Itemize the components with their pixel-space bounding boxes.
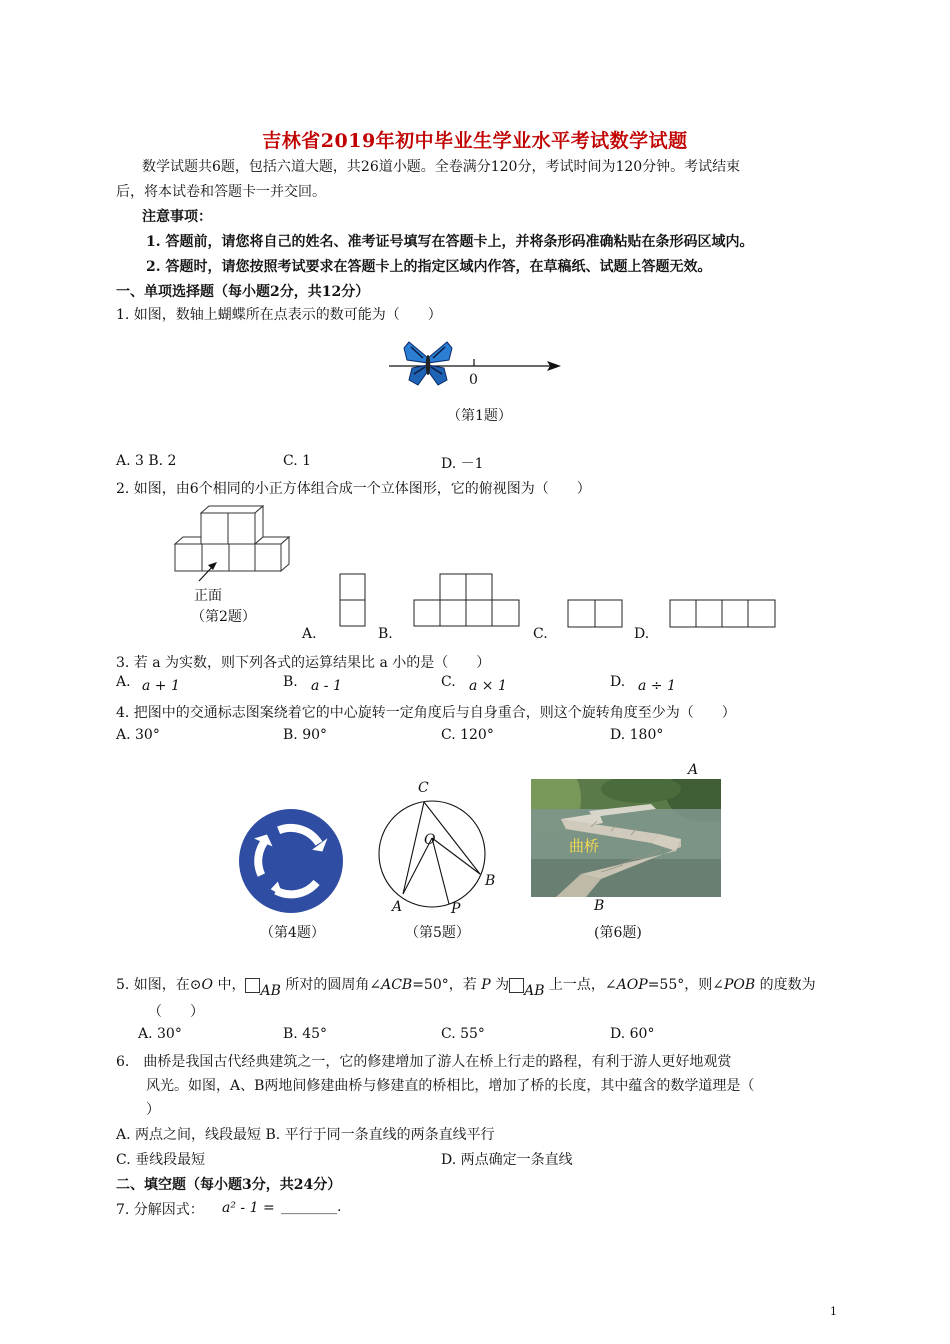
figure-5-point-p: P	[451, 901, 461, 917]
question-1-option-d: D. －1	[441, 456, 484, 472]
figure-6-point-b: B	[594, 898, 605, 914]
figure-1-caption: （第1题）	[447, 408, 512, 424]
cube-stack-figure	[170, 505, 300, 585]
page-number: 1	[830, 1305, 837, 1318]
notice-item-2: 2. 答题时，请您按照考试要求在答题卡上的指定区域内作答，在草稿纸、试题上答题无效。	[146, 259, 712, 275]
question-3-label-b: B.	[283, 674, 298, 690]
figure-4-caption: （第4题）	[260, 925, 325, 941]
question-5-option-b: B. 45°	[283, 1026, 328, 1042]
figure-2-caption: （第2题）	[191, 609, 256, 625]
arc-mark-icon	[245, 978, 260, 993]
figure-5-point-b: B	[485, 873, 496, 889]
butterfly-icon	[404, 342, 452, 385]
question-6-option-d: D. 两点确定一条直线	[441, 1152, 573, 1168]
question-4-stem: 4. 把图中的交通标志图案绕着它的中心旋转一定角度后与自身重合，则这个旋转角度至少为（ ）	[116, 705, 736, 721]
question-4-option-c: C. 120°	[441, 727, 494, 743]
question-7-answer-blank[interactable]: ________.	[281, 1199, 342, 1215]
question-7-stem: 7. 分解因式：	[116, 1202, 204, 1218]
question-3-label-a: A.	[116, 674, 131, 690]
question-5-option-a: A. 30°	[138, 1026, 182, 1042]
question-6-stem-line-3: ）	[146, 1102, 160, 1118]
question-3-expr-d: a ÷ 1	[638, 678, 676, 694]
question-4-option-a: A. 30°	[116, 727, 160, 743]
question-2-stem: 2. 如图，由6个相同的小正方体组合成一个立体图形，它的俯视图为（ ）	[116, 481, 591, 497]
question-3-label-d: D.	[610, 674, 626, 690]
question-5-option-d: D. 60°	[610, 1026, 655, 1042]
zero-label: 0	[469, 372, 478, 388]
arc-mark-icon	[509, 978, 524, 993]
option-b-top-view	[412, 571, 524, 629]
figure-5-point-c: C	[418, 780, 429, 796]
figure-6-caption: (第6题)	[594, 925, 642, 941]
question-5-option-c: C. 55°	[441, 1026, 485, 1042]
question-5-stem: 5. 如图，在⊙O 中， AB 所对的圆周角∠ACB=50°，若 P 为 AB 上一点，∠AOP=55°，则∠POB 的度数为	[116, 977, 816, 999]
roundabout-sign-icon	[238, 808, 344, 914]
section-heading-choice: 一、单项选择题（每小题2分，共12分）	[116, 284, 370, 300]
question-2-label-d: D.	[634, 626, 650, 642]
option-c-top-view	[566, 598, 626, 630]
question-6-option-c: C. 垂线段最短	[116, 1152, 206, 1168]
question-3-expr-c: a × 1	[469, 678, 507, 694]
figure-6-point-a: A	[688, 762, 699, 778]
question-7-expression: a² - 1 =	[222, 1200, 275, 1216]
question-3-expr-a: a + 1	[142, 678, 180, 694]
question-4-option-b: B. 90°	[283, 727, 328, 743]
question-3-stem: 3. 若 a 为实数，则下列各式的运算结果比 a 小的是（ ）	[116, 655, 491, 671]
bridge-label: 曲桥	[569, 837, 600, 855]
question-6-option-ab: A. 两点之间，线段最短 B. 平行于同一条直线的两条直线平行	[116, 1127, 495, 1143]
option-d-top-view	[668, 598, 780, 630]
figure-5-point-a: A	[392, 899, 403, 915]
front-label: 正面	[194, 588, 222, 604]
notice-item-1: 1. 答题前，请您将自己的姓名、准考证号填写在答题卡上，并将条形码准确粘贴在条形码区域内。	[146, 234, 754, 250]
intro-line-1: 数学试题共6题，包括六道大题，共26道小题。全卷满分120分，考试时间为120分钟。考试结束	[142, 159, 741, 175]
question-6-stem-line-1: 6. 曲桥是我国古代经典建筑之一，它的修建增加了游人在桥上行走的路程，有利于游人更好地观赏	[116, 1054, 732, 1070]
question-4-option-d: D. 180°	[610, 727, 664, 743]
question-3-label-c: C.	[441, 674, 456, 690]
question-5-paren: （ ）	[148, 1004, 204, 1020]
section-heading-fill-in: 二、填空题（每小题3分，共24分）	[116, 1177, 342, 1193]
figure-5-caption: （第5题）	[405, 925, 470, 941]
question-2-label-a: A.	[302, 626, 317, 642]
figure-5-point-o: O	[424, 832, 436, 848]
question-1-stem: 1. 如图，数轴上蝴蝶所在点表示的数可能为（ ）	[116, 307, 442, 323]
question-2-label-b: B.	[378, 626, 393, 642]
question-1-option-c: C. 1	[283, 453, 312, 469]
question-2-label-c: C.	[533, 626, 548, 642]
question-3-expr-b: a - 1	[311, 678, 342, 694]
zigzag-bridge-photo	[531, 779, 721, 897]
page-title: 吉林省2019年初中毕业生学业水平考试数学试题	[262, 130, 688, 152]
question-6-stem-line-2: 风光。如图，A、B两地间修建曲桥与修建直的桥相比，增加了桥的长度，其中蕴含的数学道理是（	[146, 1078, 755, 1094]
option-a-top-view	[338, 571, 368, 629]
intro-line-2: 后，将本试卷和答题卡一并交回。	[116, 184, 326, 200]
notice-heading: 注意事项：	[142, 209, 212, 225]
question-1-option-ab: A. 3 B. 2	[116, 453, 177, 469]
